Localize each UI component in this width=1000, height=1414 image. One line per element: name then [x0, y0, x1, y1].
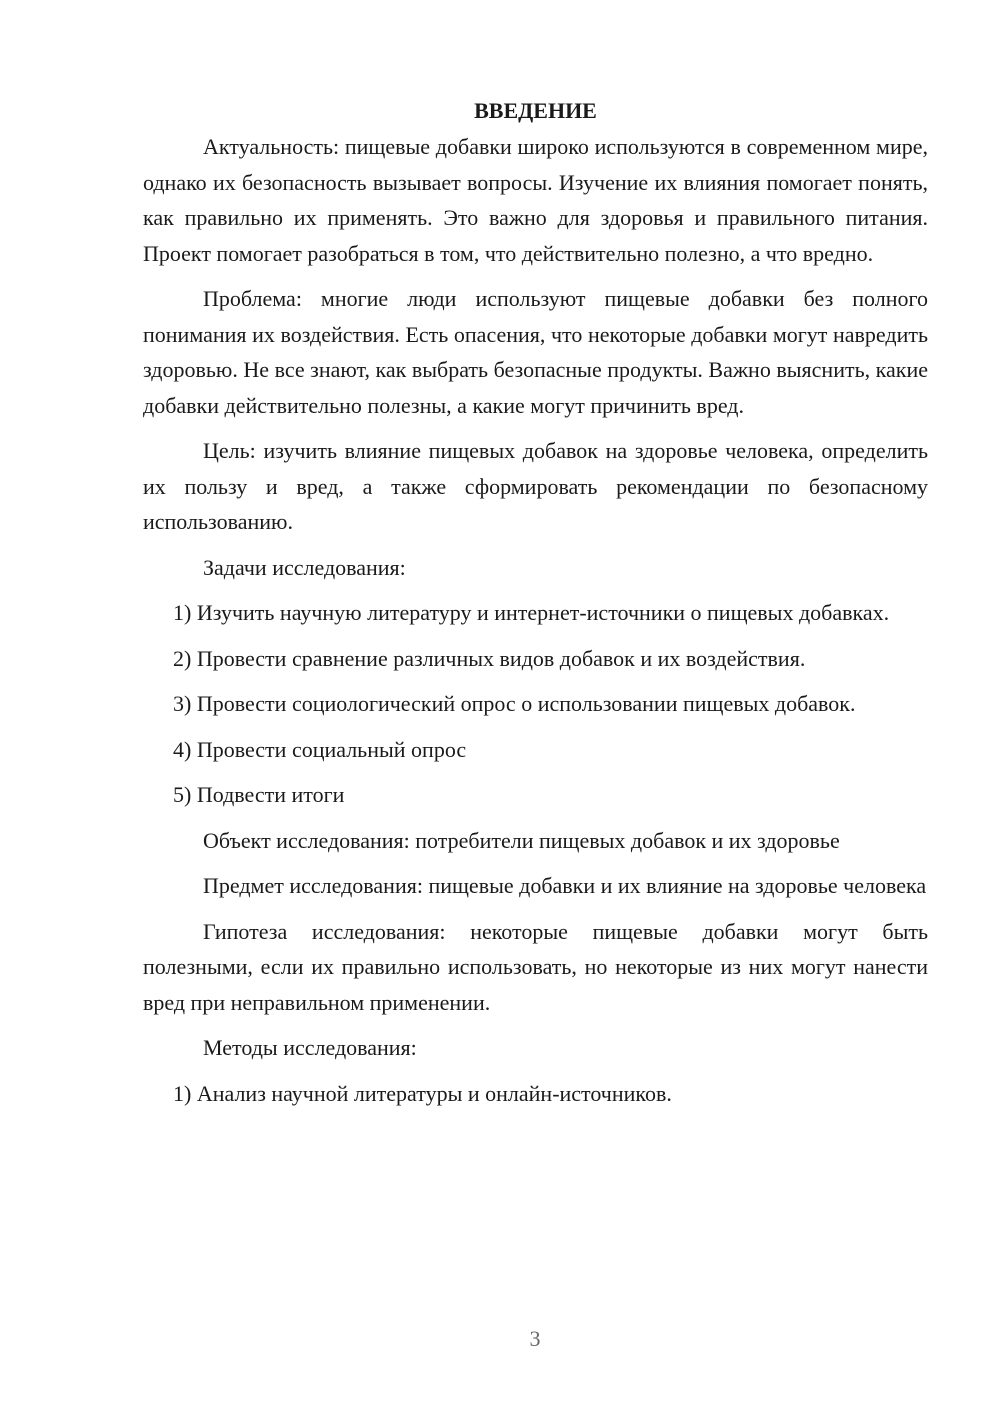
task-item: 1) Изучить научную литературу и интернет-источники о пищевых добавках. — [173, 600, 890, 625]
subject-paragraph: Предмет исследования: пищевые добавки и их влияние на здоровье человека — [203, 873, 927, 898]
section-title: ВВЕДЕНИЕ — [474, 98, 597, 123]
task-item: 3) Провести социологический опрос о использовании пищевых добавок. — [173, 691, 856, 716]
method-item: 1) Анализ научной литературы и онлайн-источников. — [173, 1080, 672, 1106]
document-page — [143, 95, 928, 1121]
problem-paragraph: Проблема: многие люди используют пищевые добавки без полного понимания их воздействия. Есть опасения, что некоторые добавки могут навредить здоровью. Не все знают, как выбрать безопасные продукты. Важно выяснить, какие добавки действительно полезны, а какие могут причинить вред. — [143, 286, 928, 418]
object-paragraph: Объект исследования: потребители пищевых добавок и их здоровье — [203, 827, 840, 853]
goal-paragraph: Цель: изучить влияние пищевых добавок на здоровье человека, определить их пользу и вред, а также сформировать рекомендации по безопасному использованию. — [143, 438, 928, 534]
relevance-paragraph: Актуальность: пищевые добавки широко используются в современном мире, однако их безопасность вызывает вопросы. Изучение их влияния помогает понять, как правильно их применять. Это важно для здоровья и правильного питания. Проект помогает разобраться в том, что действительно полезно, а что вредно. — [143, 134, 928, 266]
task-item: 4) Провести социальный опрос — [173, 736, 467, 762]
page-number: 3 — [529, 1326, 541, 1351]
hypothesis-paragraph: Гипотеза исследования: некоторые пищевые добавки могут быть полезными, если их правильно использовать, но некоторые из них могут нанести вред при неправильном применении. — [143, 918, 928, 1015]
tasks-heading: Задачи исследования: — [203, 554, 406, 580]
task-item: 5) Подвести итоги — [173, 782, 345, 807]
task-item: 2) Провести сравнение различных видов добавок и их воздействия. — [173, 645, 806, 671]
methods-heading: Методы исследования: — [203, 1035, 417, 1060]
